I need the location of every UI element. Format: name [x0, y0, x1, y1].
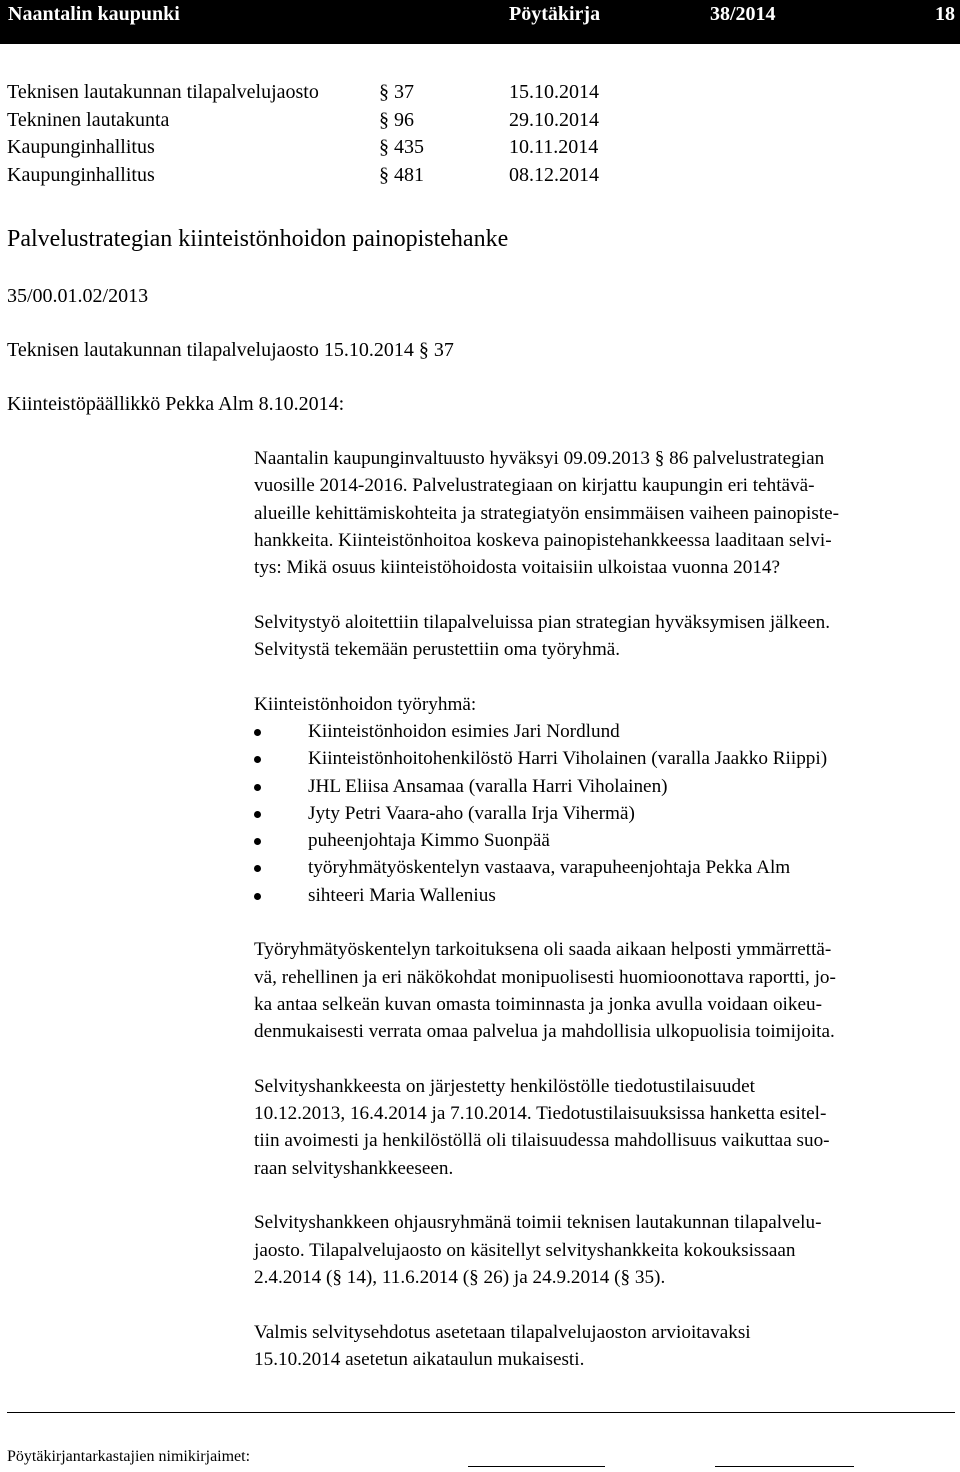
- page-header: [0, 0, 960, 44]
- member-name: puheenjohtaja Kimmo Suonpää: [308, 830, 550, 852]
- body-line: Selvityshankkeesta on järjestetty henkilöstölle tiedotustilaisuudet: [254, 1075, 755, 1097]
- body-line: vä, rehellinen ja eri näkökohdat monipuolisesti huomioonottava raportti, jo-: [254, 966, 836, 988]
- body-line: hankkeita. Kiinteistönhoitoa koskeva painopistehankkeessa laaditaan selvi-: [254, 529, 832, 551]
- working-group-list: [254, 718, 954, 909]
- organization-name: Naantalin kaupunki: [8, 3, 180, 25]
- list-item: [254, 718, 954, 745]
- body-line: Selvityshankkeen ohjausryhmänä toimii teknisen lautakunnan tilapalvelu-: [254, 1212, 822, 1234]
- body-line: 10.12.2013, 16.4.2014 ja 7.10.2014. Tiedotustilaisuuksissa hanketta esitel-: [254, 1103, 827, 1125]
- item-title: Palvelustrategian kiinteistönhoidon painopistehanke: [7, 226, 509, 252]
- history-row: [7, 162, 707, 190]
- history-date: 15.10.2014: [509, 81, 599, 103]
- body-line: raan selvityshankkeeseen.: [254, 1157, 454, 1179]
- member-name: työryhmätyöskentelyn vastaava, varapuheenjohtaja Pekka Alm: [308, 857, 791, 879]
- meeting-reference: Teknisen lautakunnan tilapalvelujaosto 15.10.2014 § 37: [7, 339, 454, 361]
- body-line: ka antaa selkeän kuvan omasta toiminnasta ja jonka avulla voidaan oikeu-: [254, 993, 822, 1015]
- body-line: 2.4.2014 (§ 14), 11.6.2014 (§ 26) ja 24.9.2014 (§ 35).: [254, 1266, 666, 1288]
- footer-divider: [7, 1412, 955, 1413]
- body-line: denmukaisesti verrata omaa palvelua ja mahdollisia ulkopuolisia toimijoita.: [254, 1021, 835, 1043]
- member-name: JHL Eliisa Ansamaa (varalla Harri Viholainen): [308, 775, 668, 797]
- history-body: Kaupunginhallitus: [7, 136, 155, 158]
- list-item: [254, 882, 954, 909]
- diary-number: 35/00.01.02/2013: [7, 285, 149, 307]
- body-line: Selvitystä tekemään perustettiin oma työryhmä.: [254, 639, 621, 661]
- signature-label: Pöytäkirjantarkastajien nimikirjaimet:: [7, 1448, 251, 1465]
- history-date: 29.10.2014: [509, 108, 599, 131]
- bullet-icon: [254, 756, 261, 763]
- history-body: Teknisen lautakunnan tilapalvelujaosto: [7, 81, 319, 103]
- history-body: Kaupunginhallitus: [7, 163, 155, 186]
- bullet-icon: [254, 893, 261, 900]
- list-item: [254, 773, 954, 800]
- member-name: sihteeri Maria Wallenius: [308, 884, 496, 906]
- history-date: 08.12.2014: [509, 163, 599, 186]
- history-paragraph: § 435: [379, 136, 424, 158]
- bullet-icon: [254, 729, 261, 736]
- bullet-icon: [254, 784, 261, 791]
- body-line: Työryhmätyöskentelyn tarkoituksena oli saada aikaan helposti ymmärrettä-: [254, 939, 832, 961]
- body-line: vuosille 2014-2016. Palvelustrategiaan on kirjattu kaupungin eri tehtävä-: [254, 475, 815, 497]
- document-type: Pöytäkirja: [509, 3, 601, 25]
- list-item: [254, 854, 954, 881]
- body-line: tiin avoimesti ja henkilöstöllä oli tilaisuudessa mahdollisuus vaikuttaa suo-: [254, 1130, 830, 1152]
- list-item: [254, 827, 954, 854]
- bullet-icon: [254, 865, 261, 872]
- history-row: [7, 134, 707, 162]
- item-body: [254, 445, 954, 1373]
- signature-line: [715, 1466, 854, 1467]
- presenter: Kiinteistöpäällikkö Pekka Alm 8.10.2014:: [7, 393, 345, 415]
- signature-line: [468, 1466, 605, 1467]
- page-number: 18: [935, 3, 955, 25]
- history-row: [7, 79, 707, 107]
- bullet-icon: [254, 838, 261, 845]
- member-name: Kiinteistönhoitohenkilöstö Harri Viholainen (varalla Jaakko Riippi): [308, 748, 828, 770]
- list-item: [254, 745, 954, 772]
- body-line: alueille kehittämiskohteita ja strategiatyön ensimmäisen vaiheen painopiste-: [254, 502, 840, 524]
- body-line: jaosto. Tilapalvelujaosto on käsitellyt selvityshankkeita kokouksissaan: [254, 1239, 796, 1261]
- body-line: Valmis selvitysehdotus asetetaan tilapalvelujaoston arvioitavaksi: [254, 1321, 751, 1343]
- list-item: [254, 800, 954, 827]
- bullet-icon: [254, 811, 261, 818]
- working-group-heading: Kiinteistönhoidon työryhmä:: [254, 693, 477, 715]
- body-line: Selvitystyö aloitettiin tilapalveluissa pian strategian hyväksymisen jälkeen.: [254, 611, 831, 633]
- body-line: tys: Mikä osuus kiinteistöhoidosta voitaisiin ulkoistaa vuonna 2014?: [254, 557, 781, 579]
- member-name: Kiinteistönhoidon esimies Jari Nordlund: [308, 720, 620, 742]
- history-paragraph: § 37: [379, 81, 414, 103]
- processing-history: [7, 79, 707, 189]
- body-line: Naantalin kaupunginvaltuusto hyväksyi 09.09.2013 § 86 palvelustrategian: [254, 448, 825, 469]
- history-date: 10.11.2014: [509, 136, 599, 158]
- minutes-number: 38/2014: [710, 3, 776, 25]
- history-row: [7, 107, 707, 135]
- history-paragraph: § 481: [379, 163, 424, 186]
- history-paragraph: § 96: [379, 108, 414, 131]
- member-name: Jyty Petri Vaara-aho (varalla Irja Vihermä): [308, 802, 635, 824]
- body-line: 15.10.2014 asetetun aikataulun mukaisesti.: [254, 1348, 585, 1370]
- history-body: Tekninen lautakunta: [7, 108, 170, 131]
